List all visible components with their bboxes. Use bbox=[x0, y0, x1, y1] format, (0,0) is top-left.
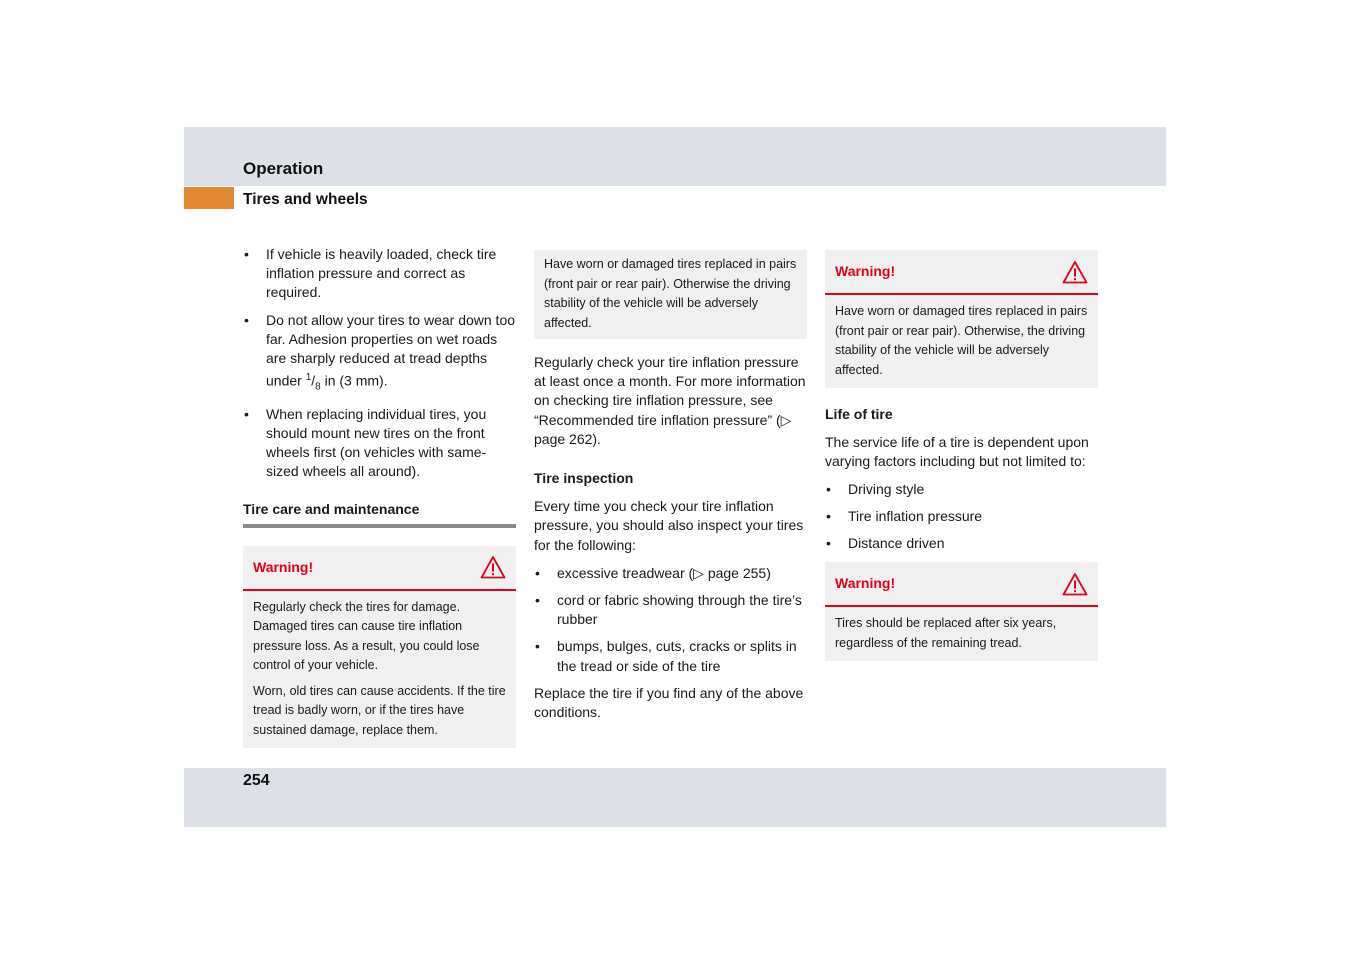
page-number: 254 bbox=[243, 772, 270, 789]
warning-body bbox=[825, 295, 1098, 388]
section-marker-tab bbox=[184, 187, 234, 209]
warning-label: Warning! bbox=[835, 262, 896, 279]
list-item: • bumps, bulges, cuts, cracks or splits in the tread or side of the tire bbox=[534, 637, 807, 675]
warning-paragraph: Worn, old tires can cause accidents. If the tire tread is badly worn, or if the tires have sustained damage, replace them. bbox=[253, 683, 506, 737]
list-item: • If vehicle is heavily loaded, check tire inflation pressure and correct as required. bbox=[243, 245, 516, 303]
warning-triangle-icon bbox=[1062, 572, 1088, 596]
replace-tire-paragraph: Replace the tire if you find any of the above conditions. bbox=[534, 684, 804, 721]
warning-triangle-icon bbox=[1062, 260, 1088, 284]
section-title: Operation bbox=[243, 159, 324, 178]
list-item: • When replacing individual tires, you should mount new tires on the front wheels first (on vehicles with same-sized wheels all around). bbox=[243, 405, 516, 482]
warning-header bbox=[243, 546, 516, 591]
factors-list bbox=[825, 480, 1098, 554]
warning-paragraph: Tires should be replaced after six years, regardless of the remaining tread. bbox=[835, 616, 1057, 650]
list-item: • Distance driven bbox=[825, 534, 1098, 553]
tire-tips-list bbox=[243, 245, 516, 482]
column-right bbox=[825, 245, 1098, 661]
tire-care-heading: Tire care and maintenance bbox=[243, 500, 516, 528]
warning-paragraph: Regularly check the tires for damage. Damaged tires can cause tire inflation pressure loss. As a result, you could lose control of your vehicle. bbox=[253, 599, 480, 673]
warning-label: Warning! bbox=[253, 558, 314, 575]
warning-header bbox=[825, 562, 1098, 607]
life-of-tire-heading: Life of tire bbox=[825, 406, 893, 422]
list-item: • cord or fabric showing through the tire’s rubber bbox=[534, 591, 807, 629]
inspection-list bbox=[534, 564, 807, 676]
warning-triangle-icon bbox=[480, 555, 506, 579]
list-item: • Driving style bbox=[825, 480, 1098, 499]
header-band bbox=[184, 127, 1166, 186]
column-middle bbox=[534, 245, 807, 722]
list-item: • excessive treadwear (▷ page 255) bbox=[534, 564, 807, 583]
list-item: • Tire inflation pressure bbox=[825, 507, 1098, 526]
warning-box-tire-pairs bbox=[825, 250, 1098, 388]
warning-paragraph: Have worn or damaged tires replaced in pairs (front pair or rear pair). Otherwise, the driving stability of the vehicle will be adversely affected. bbox=[835, 304, 1088, 377]
service-life-paragraph: The service life of a tire is dependent upon varying factors including but not limited to: bbox=[825, 434, 1089, 470]
list-item: • Do not allow your tires to wear down too far. Adhesion properties on wet roads are sharply reduced at tread depths under $^1/_8$ in (3 mm). bbox=[243, 311, 516, 397]
warning-box-tire-damage bbox=[243, 546, 516, 749]
footer-band bbox=[184, 768, 1166, 827]
tire-inspection-heading: Tire inspection bbox=[534, 470, 634, 487]
note-box-tire-pairs: Have worn or damaged tires replaced in pairs (front pair or rear pair). Otherwise the driving stability of the vehicle will be adversely affected. bbox=[534, 250, 807, 339]
inflation-check-paragraph: Regularly check your tire inflation pressure at least once a month. For more information on checking tire inflation pressure, see “Recommended tire inflation pressure” (▷ page 262). bbox=[534, 354, 806, 447]
subsection-title: Tires and wheels bbox=[243, 191, 368, 208]
warning-body bbox=[243, 591, 516, 749]
warning-box-tire-age bbox=[825, 562, 1098, 661]
column-left bbox=[243, 245, 516, 748]
inspection-intro-paragraph: Every time you check your tire inflation pressure, you should also inspect your tires for the following: bbox=[534, 498, 804, 553]
warning-header bbox=[825, 250, 1098, 295]
warning-label: Warning! bbox=[835, 575, 896, 592]
warning-body bbox=[825, 607, 1098, 661]
